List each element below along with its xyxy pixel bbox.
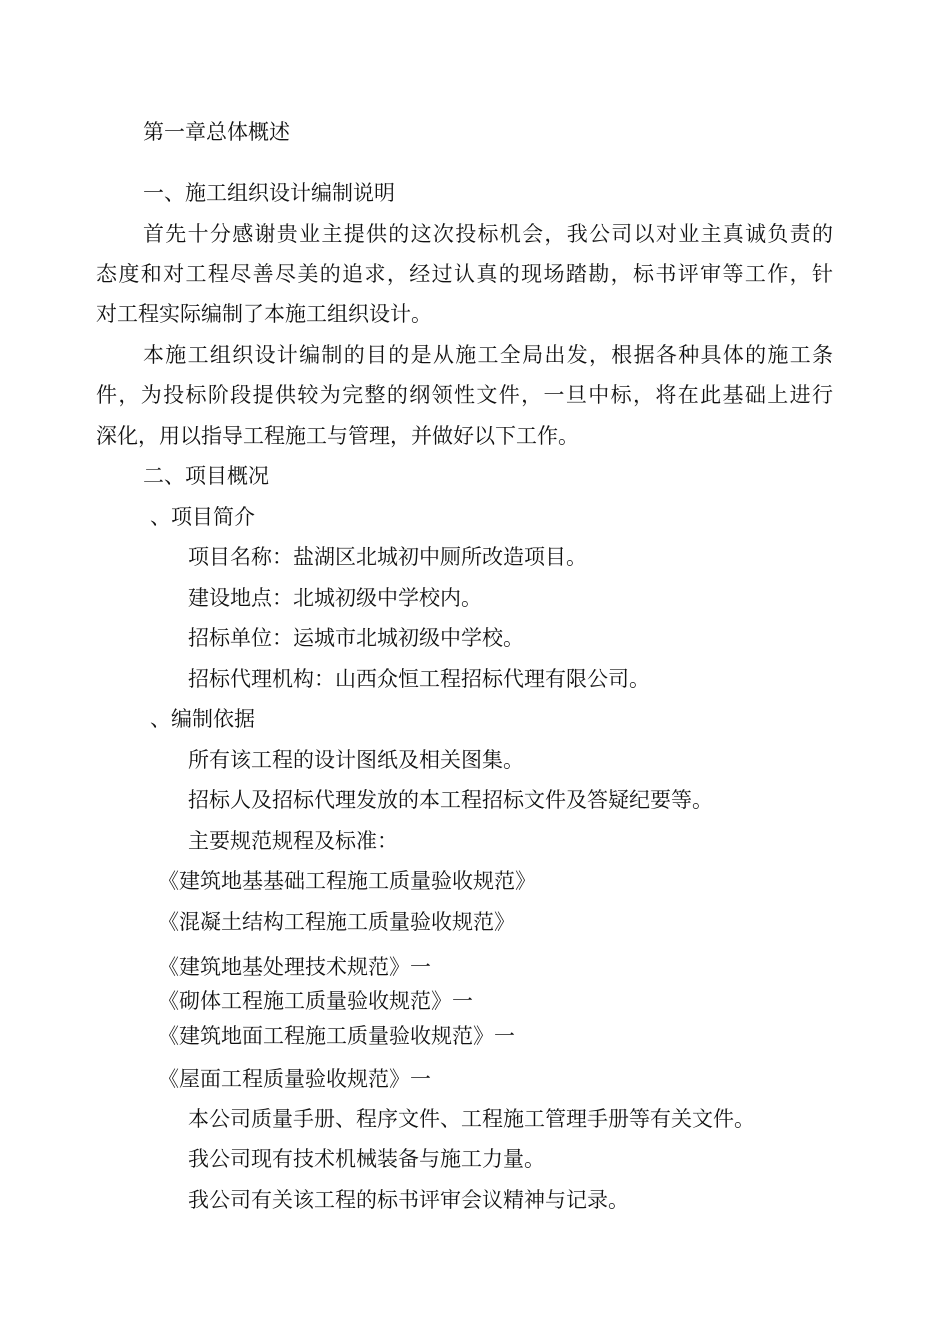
standard-item: 《建筑地基处理技术规范》一 (158, 955, 431, 979)
standard-item: 《建筑地面工程施工质量验收规范》一 (158, 1024, 515, 1048)
list-item: 项目名称：盐湖区北城初中厕所改造项目。 (188, 545, 587, 569)
list-item: 我公司现有技术机械装备与施工力量。 (188, 1147, 545, 1171)
list-item: 招标人及招标代理发放的本工程招标文件及答疑纪要等。 (188, 788, 713, 812)
list-item: 建设地点：北城初级中学校内。 (188, 586, 482, 610)
section-heading: 二、项目概况 (143, 464, 269, 488)
list-item: 本公司质量手册、程序文件、工程施工管理手册等有关文件。 (188, 1107, 755, 1131)
section-heading: 一、施工组织设计编制说明 (143, 181, 395, 205)
list-item: 主要规范规程及标准： (188, 829, 398, 853)
paragraph-line: 首先十分感谢贵业主提供的这次投标机会，我公司以对业主真诚负责的 (143, 222, 833, 246)
paragraph-line: 本施工组织设计编制的目的是从施工全局出发，根据各种具体的施工条 (143, 343, 833, 367)
paragraph-line: 态度和对工程尽善尽美的追求，经过认真的现场踏勘，标书评审等工作，针 (96, 262, 833, 286)
list-item: 招标代理机构：山西众恒工程招标代理有限公司。 (188, 667, 650, 691)
standard-item: 《砌体工程施工质量验收规范》一 (158, 989, 473, 1013)
paragraph-line: 对工程实际编制了本施工组织设计。 (96, 302, 432, 326)
chapter-title: 第一章总体概述 (143, 120, 290, 144)
list-item: 招标单位：运城市北城初级中学校。 (188, 626, 524, 650)
list-item: 我公司有关该工程的标书评审会议精神与记录。 (188, 1188, 629, 1212)
paragraph-line: 件，为投标阶段提供较为完整的纲领性文件，一旦中标，将在此基础上进行 (96, 383, 833, 407)
paragraph-line: 深化，用以指导工程施工与管理，并做好以下工作。 (96, 424, 579, 448)
subsection-heading: 、编制依据 (150, 707, 255, 731)
subsection-heading: 、项目简介 (150, 505, 255, 529)
standard-item: 《建筑地基基础工程施工质量验收规范》 (158, 869, 536, 893)
list-item: 所有该工程的设计图纸及相关图集。 (188, 748, 524, 772)
standard-item: 《混凝土结构工程施工质量验收规范》 (158, 910, 515, 934)
standard-item: 《屋面工程质量验收规范》一 (158, 1067, 431, 1091)
